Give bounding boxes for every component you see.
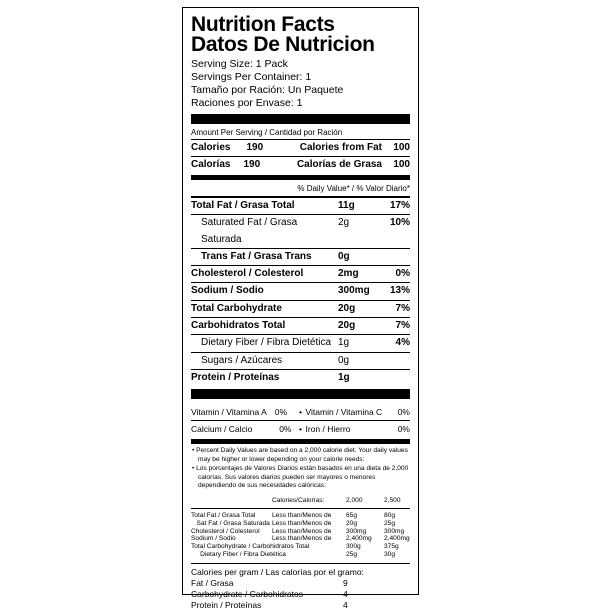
nutrient-name: Protein / Proteínas [191, 371, 280, 383]
vitamin-value: 0% [279, 424, 292, 435]
nutrient-name: Total Fat / Grasa Total [191, 200, 295, 211]
vitamin-value: 0% [274, 407, 288, 418]
nutrient-amount: 20g [338, 320, 356, 332]
nutrient-amount: 11g [338, 200, 355, 211]
calories-fat-value-es: 100 [393, 159, 410, 170]
bullet-separator: • [299, 424, 302, 435]
calories-row-es [191, 156, 410, 173]
vitamin-cell [306, 404, 411, 420]
table-cell: Dietary Fiber / Fibra Dietética [191, 551, 286, 559]
daily-values-header [191, 493, 410, 508]
serving-size: Serving Size: 1 Pack [191, 58, 288, 70]
bullet-separator: • [299, 407, 302, 418]
nutrient-row [191, 352, 410, 369]
calories-value: 190 [246, 142, 264, 153]
calories-per-gram-row [191, 589, 410, 600]
nutrient-name: Sugars / Azúcares [201, 354, 283, 366]
nutrient-row [191, 300, 410, 317]
table-cell: 30g [384, 551, 396, 559]
calories-fat-label: Calories from Fat [299, 142, 382, 153]
servings-per-container-es: Raciones por Envase: 1 [191, 97, 303, 109]
table-cell: 300g [346, 543, 361, 551]
nutrient-row [191, 265, 410, 282]
table-cell: Less than/Menos de [272, 527, 332, 535]
vitamin-row [191, 404, 410, 420]
divider-thick [191, 389, 410, 399]
nutrient-amount: 2mg [338, 268, 359, 280]
table-cell: Total Fat / Grasa Total [191, 512, 256, 520]
daily-values-table [191, 493, 410, 559]
vitamin-value: 0% [397, 407, 410, 418]
table-cell: Cholesterol / Colesterol [191, 527, 260, 535]
divider-medium [191, 175, 410, 180]
calories-value-es: 190 [243, 159, 261, 170]
vitamin-cell [191, 404, 296, 420]
table-cell: Sat Fat / Grasa Saturada [191, 519, 270, 527]
table-row [191, 551, 410, 559]
table-cell: Total Carbohydrate / Carbohidratos Total [191, 543, 310, 551]
nutrient-row [191, 334, 410, 351]
table-row [191, 520, 410, 528]
nutrient-dv: 0% [395, 268, 410, 280]
table-cell: 300mg [346, 527, 367, 535]
footnote [191, 444, 410, 491]
table-cell: 300mg [384, 527, 405, 535]
table-row [191, 543, 410, 551]
nutrient-dv: 13% [389, 285, 410, 297]
vitamin-name: Vitamin / Vitamina C [305, 407, 383, 418]
cpg-name: Fat / Grasa [191, 577, 234, 588]
nutrient-dv [376, 370, 410, 386]
table-row [191, 512, 410, 520]
table-cell: 2,500 [384, 497, 401, 505]
vitamin-value: 0% [397, 424, 410, 435]
table-cell: 2,400mg [384, 535, 410, 543]
nutrient-dv: 4% [395, 337, 410, 349]
table-row [191, 535, 410, 543]
nutrient-dv: 17% [389, 200, 410, 211]
calories-fat-value: 100 [393, 142, 410, 153]
nutrient-row [191, 214, 410, 248]
footnote-english: • Percent Daily Values are based on a 2,000 calorie diet. Your daily values may be higher or lower depending on your calorie needs: [192, 447, 408, 464]
cpg-value: 4 [343, 588, 348, 599]
vitamin-list [191, 404, 410, 437]
nutrient-name: Sodium / Sodio [191, 285, 264, 297]
nutrient-amount: 20g [338, 302, 356, 314]
nutrient-amount: 1g [338, 371, 350, 383]
vitamin-name: Calcium / Calcio [191, 424, 253, 435]
cpg-name: Protein / Proteínas [191, 599, 262, 610]
daily-value-header: % Daily Value* / % Valor Diario* [297, 184, 410, 193]
table-cell: 2,000 [346, 497, 363, 505]
footnote-spanish: • Los porcentajes de Valores Diarios están basados en una dieta de 2,000 calorías. Sus valores diarios pueden ser mayores o menores dependiendo de sus necesidades calóricas: [192, 464, 409, 490]
nutrient-name: Trans Fat / Grasa Trans [201, 250, 312, 262]
table-cell: 25g [346, 551, 358, 559]
table-cell: 65g [346, 512, 358, 520]
nutrient-list [191, 196, 410, 386]
serving-size-es: Tamaño por Ración: Un Paquete [191, 84, 344, 96]
table-cell: Less than/Menos de [272, 519, 332, 527]
table-cell: Less than/Menos de [272, 535, 332, 543]
amount-per-serving: Amount Per Serving / Cantidad por Ración [191, 128, 343, 137]
nutrient-name: Saturated Fat / Grasa Saturada [201, 217, 298, 245]
table-cell: 25g [384, 519, 396, 527]
table-cell: 2,400mg [346, 535, 372, 543]
nutrient-row [191, 317, 410, 334]
cpg-name: Carbohydrate / Carbohidratos [191, 588, 303, 599]
servings-per-container: Servings Per Container: 1 [191, 71, 312, 83]
table-cell: Calories/Calorías: [272, 497, 325, 505]
calories-per-gram-row [191, 578, 410, 589]
nutrient-dv [376, 353, 410, 369]
calories-per-gram [191, 564, 410, 611]
table-cell: Less than/Menos de [272, 512, 332, 520]
calories-per-gram-title: Calories per gram / Las calorías por el gramo: [191, 566, 364, 577]
nutrient-amount: 1g [338, 337, 350, 349]
nutrient-amount: 300mg [338, 285, 370, 297]
calories-fat-label-es: Calorías de Grasa [296, 159, 382, 170]
table-cell [191, 497, 272, 505]
nutrient-name: Cholesterol / Colesterol [191, 268, 304, 280]
cpg-value: 4 [343, 599, 348, 610]
calories-row [191, 139, 410, 156]
vitamin-cell [306, 421, 411, 437]
nutrient-amount: 0g [338, 354, 350, 366]
calories-label-es: Calorías [191, 159, 231, 170]
vitamin-cell [191, 421, 296, 437]
table-row [191, 528, 410, 536]
table-cell: 20g [346, 519, 358, 527]
cpg-value: 9 [343, 577, 348, 588]
vitamin-row [191, 420, 410, 437]
nutrient-row [191, 369, 410, 386]
nutrient-dv: 7% [395, 302, 410, 314]
nutrient-row [191, 198, 410, 214]
calories-label: Calories [191, 142, 231, 153]
table-cell: 80g [384, 512, 396, 520]
table-cell: 375g [384, 543, 399, 551]
nutrient-amount: 2g [338, 217, 350, 229]
nutrient-name: Dietary Fiber / Fibra Dietética [201, 337, 332, 349]
vitamin-name: Vitamin / Vitamina A [191, 407, 267, 418]
nutrient-name: Carbohidratos Total [191, 320, 286, 332]
table-cell: Sodium / Sodio [191, 535, 236, 543]
title-spanish: Datos De Nutricion [191, 33, 375, 56]
nutrient-name: Total Carbohydrate [191, 302, 282, 314]
vitamin-name: Iron / Hierro [305, 424, 351, 435]
nutrient-row [191, 282, 410, 299]
title-english: Nutrition Facts [191, 13, 335, 36]
nutrient-dv: 10% [389, 217, 410, 229]
serving-info [191, 58, 410, 110]
nutrient-dv: 7% [395, 320, 410, 332]
nutrient-amount: 0g [338, 250, 350, 262]
calories-per-gram-row [191, 600, 410, 611]
nutrition-label [182, 7, 419, 610]
divider-thick [191, 114, 410, 124]
nutrient-dv [376, 249, 410, 265]
nutrient-row [191, 248, 410, 265]
